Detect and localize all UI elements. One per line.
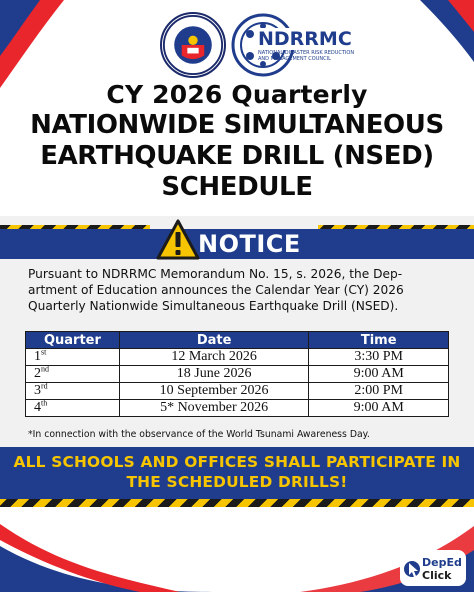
callout-line-2: THE SCHEDULED DRILLS! [126,473,348,491]
table-footnote: *In connection with the observance of the World Tsunami Awareness Day. [28,429,370,440]
ndrrmc-subtitle-line-2: AND MANAGEMENT COUNCIL [258,56,331,62]
quarter-suffix: th [41,398,48,408]
ndrrmc-subtitle [258,50,354,62]
quarter-number: 4 [34,400,41,415]
column-header-date: Date [119,332,309,349]
quarter-cell [26,400,120,417]
table-row [26,349,449,366]
table-header-row [26,332,449,349]
page-title [0,80,474,203]
date-cell: 10 September 2026 [119,383,309,400]
date-cell: 12 March 2026 [119,349,309,366]
time-cell: 3:30 PM [309,349,449,366]
quarter-cell [26,383,120,400]
table-row [26,383,449,400]
quarter-number: 1 [34,349,41,364]
time-cell: 9:00 AM [309,400,449,417]
quarter-number: 3 [34,383,41,398]
date-cell: 5* November 2026 [119,400,309,417]
ndrrmc-subtitle-line-1: NATIONAL DISASTER RISK REDUCTION [258,50,355,56]
quarter-suffix: st [41,347,47,357]
deped-seal-logo [160,12,226,78]
time-cell: 9:00 AM [309,366,449,383]
cursor-icon [404,558,420,580]
title-line-1: CY 2026 Quarterly [106,80,368,109]
quarter-cell [26,366,120,383]
table-row [26,400,449,417]
callout-text [0,452,474,492]
quarter-cell [26,349,120,366]
notice-body-line-1: Pursuant to NDRRMC Memorandum No. 15, s. 2026, the Dep- [28,267,403,281]
brand-line-2: Click [422,569,452,582]
column-header-time: Time [309,332,449,349]
logo-row [0,12,474,80]
quarter-suffix: nd [41,364,49,374]
column-header-quarter: Quarter [26,332,120,349]
title-line-2: NATIONWIDE SIMULTANEOUS [30,110,444,140]
quarter-suffix: rd [41,381,48,391]
callout-line-1: ALL SCHOOLS AND OFFICES SHALL PARTICIPATE IN [13,453,461,471]
notice-body [28,266,448,314]
title-line-4: SCHEDULE [161,172,313,202]
notice-label: NOTICE [198,230,301,258]
schedule-table [25,331,449,417]
notice-body-line-2: artment of Education announces the Calendar Year (CY) 2026 [28,283,404,297]
warning-triangle-icon [156,218,200,262]
quarter-number: 2 [34,366,41,381]
notice-body-line-3: Quarterly Nationwide Simultaneous Earthquake Drill (NSED). [28,299,399,313]
time-cell: 2:00 PM [309,383,449,400]
date-cell: 18 June 2026 [119,366,309,383]
ndrrmc-wordmark: NDRRMC [258,28,352,50]
table-row [26,366,449,383]
title-line-3: EARTHQUAKE DRILL (NSED) [40,141,434,171]
brand-line-1: DepEd [422,556,462,569]
